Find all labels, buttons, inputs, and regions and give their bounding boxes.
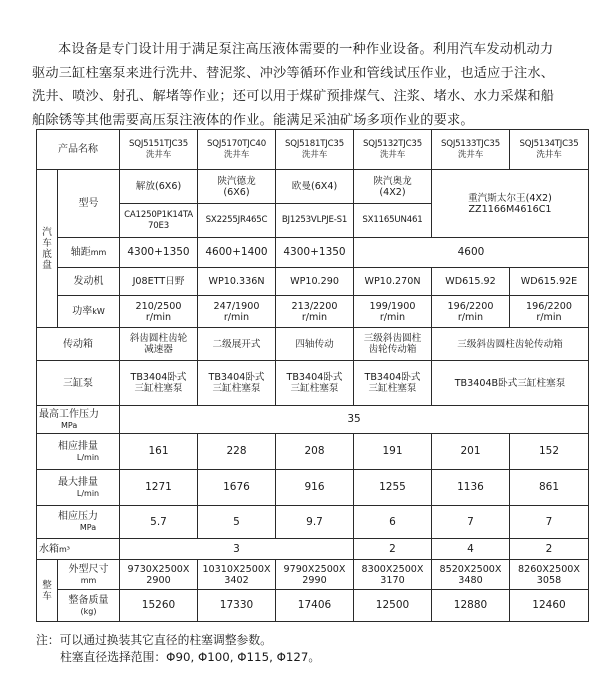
intro-line: 洗井、喷沙、射孔、解堵等作业；还可以用于煤矿预排煤气、注浆、堵水、水力采煤和船 [32,89,555,104]
rated-pressure-cell: 5 [198,506,276,539]
chassis-group-label [37,170,58,328]
wheelbase-cell: 4300+1350 [120,238,198,268]
dims-label: 外型尺寸 mm [58,560,120,590]
rated-flow-cell: 228 [198,434,276,470]
dims-cell: 9730X2500X 2900 [120,560,198,590]
dims-cell: 9790X2500X 2990 [276,560,354,590]
max-flow-cell: 1676 [198,470,276,506]
dims-cell: 10310X2500X 3402 [198,560,276,590]
product-cell: SQJ5134TJC35 洗井车 [510,130,589,170]
tank-cell: 3 [120,539,354,560]
pump-cell: TB3404卧式 三缸柱塞泵 [276,361,354,406]
gearbox-cell: 二级展开式 [198,328,276,361]
model-brand-cell: 陕汽德龙 (6X6) [198,170,276,204]
rated-pressure-cell: 6 [354,506,432,539]
max-pressure-label: 最高工作压力 MPa [37,406,120,434]
gearbox-cell: 四轴传动 [276,328,354,361]
model-brand-cell: 欧曼(6X4) [276,170,354,204]
power-label: 功率kW [58,296,120,328]
model-code-cell: BJ1253VLPJE-S1 [276,204,354,238]
rated-pressure-cell: 5.7 [120,506,198,539]
mass-cell: 15260 [120,590,198,622]
engine-cell: WP10.270N [354,268,432,296]
rated-pressure-cell: 7 [510,506,589,539]
model-code-cell: SX2255JR465C [198,204,276,238]
engine-cell: WP10.336N [198,268,276,296]
model-brand-cell: 陕汽奥龙 (4X2) [354,170,432,204]
intro-paragraph [32,38,572,132]
rated-pressure-label: 相应压力 MPa [37,506,120,539]
row-product [37,130,589,170]
tank-cell: 4 [432,539,510,560]
rated-pressure-cell: 9.7 [276,506,354,539]
engine-cell: J08ETT日野 [120,268,198,296]
tank-label: 水箱m³ [37,539,120,560]
engine-label: 发动机 [58,268,120,296]
max-flow-cell: 916 [276,470,354,506]
max-flow-label: 最大排量 L/min [37,470,120,506]
rated-flow-cell: 152 [510,434,589,470]
pump-cell: TB3404卧式 三缸柱塞泵 [354,361,432,406]
intro-line: 本设备是专门设计用于满足泵注高压液体需要的一种作业设备。利用汽车发动机动力 [58,42,554,57]
mass-cell: 12460 [510,590,589,622]
rated-flow-cell: 161 [120,434,198,470]
whole-group-label [37,560,58,622]
pump-merged-cell: TB3404B卧式三缸柱塞泵 [432,361,589,406]
rated-flow-label: 相应排量 L/min [37,434,120,470]
max-pressure-value: 35 [120,406,589,434]
mass-cell: 12880 [432,590,510,622]
power-cell: 196/2200 r/min [432,296,510,328]
row-engine [37,268,589,296]
intro-line: 舶除锈等其他需要高压泵注液体的作业。能满足采油矿场多项作业的要求。 [32,112,474,128]
tank-cell: 2 [354,539,432,560]
row-power [37,296,589,328]
pump-cell: TB3404卧式 三缸柱塞泵 [120,361,198,406]
row-model-brand [37,170,589,204]
model-code-cell: SX1165UN461 [354,204,432,238]
engine-cell: WP10.290 [276,268,354,296]
row-wheelbase [37,238,589,268]
model-code-cell: CA1250P1K14TA 70E3 [120,204,198,238]
max-flow-cell: 1271 [120,470,198,506]
wheelbase-label: 轴距mm [58,238,120,268]
dims-cell: 8300X2500X 3170 [354,560,432,590]
rated-pressure-cell: 7 [432,506,510,539]
mass-cell: 17406 [276,590,354,622]
wheelbase-merged-cell: 4600 [354,238,589,268]
pump-label: 三缸泵 [37,361,120,406]
pump-cell: TB3404卧式 三缸柱塞泵 [198,361,276,406]
rated-flow-cell: 201 [432,434,510,470]
whole-group-text: 整车 [42,579,52,602]
product-cell: SQJ5133TJC35 洗井车 [432,130,510,170]
gearbox-merged-cell: 三级斜齿圆柱齿轮传动箱 [432,328,589,361]
dims-cell: 8260X2500X 3058 [510,560,589,590]
max-flow-cell: 861 [510,470,589,506]
chassis-group-text: 汽车底盘 [42,226,52,271]
rated-flow-cell: 191 [354,434,432,470]
mass-label: 整备质量 (kg) [58,590,120,622]
row-dims [37,560,589,590]
footnote-line: 柱塞直径选择范围：Φ90, Φ100, Φ115, Φ127。 [60,650,321,664]
power-cell: 210/2500 r/min [120,296,198,328]
row-pump [37,361,589,406]
power-cell: 247/1900 r/min [198,296,276,328]
gearbox-cell: 斜齿圆柱齿轮 减速器 [120,328,198,361]
row-rated-flow [37,434,589,470]
dims-cell: 8520X2500X 3480 [432,560,510,590]
product-label: 产品名称 [37,130,120,170]
max-flow-cell: 1136 [432,470,510,506]
product-cell: SQJ5132TJC35 洗井车 [354,130,432,170]
power-cell: 213/2200 r/min [276,296,354,328]
row-mass [37,590,589,622]
intro-line: 驱动三缸柱塞泵来进行洗井、替泥浆、冲沙等循环作业和管线试压作业，也适应于注水、 [32,65,555,81]
footnote [36,632,320,666]
tank-cell: 2 [510,539,589,560]
engine-cell: WD615.92E [510,268,589,296]
row-rated-pressure [37,506,589,539]
product-cell: SQJ5170TJC40 洗井车 [198,130,276,170]
mass-cell: 17330 [198,590,276,622]
max-flow-cell: 1255 [354,470,432,506]
gearbox-cell: 三级斜齿圆柱 齿轮传动箱 [354,328,432,361]
power-cell: 199/1900 r/min [354,296,432,328]
mass-cell: 12500 [354,590,432,622]
engine-cell: WD615.92 [432,268,510,296]
spec-table [36,129,589,622]
wheelbase-cell: 4600+1400 [198,238,276,268]
row-tank [37,539,589,560]
row-gearbox [37,328,589,361]
row-max-flow [37,470,589,506]
power-cell: 196/2200 r/min [510,296,589,328]
wheelbase-cell: 4300+1350 [276,238,354,268]
model-merged-cell: 重汽斯太尔王(4X2) ZZ1166M4616C1 [432,170,589,238]
gearbox-label: 传动箱 [37,328,120,361]
model-brand-cell: 解放(6X6) [120,170,198,204]
rated-flow-cell: 208 [276,434,354,470]
product-cell: SQJ5151TJC35 洗井车 [120,130,198,170]
product-cell: SQJ5181TJC35 洗井车 [276,130,354,170]
row-max-pressure [37,406,589,434]
model-label: 型号 [58,170,120,238]
footnote-line: 注：可以通过换装其它直径的柱塞调整参数。 [36,633,272,647]
